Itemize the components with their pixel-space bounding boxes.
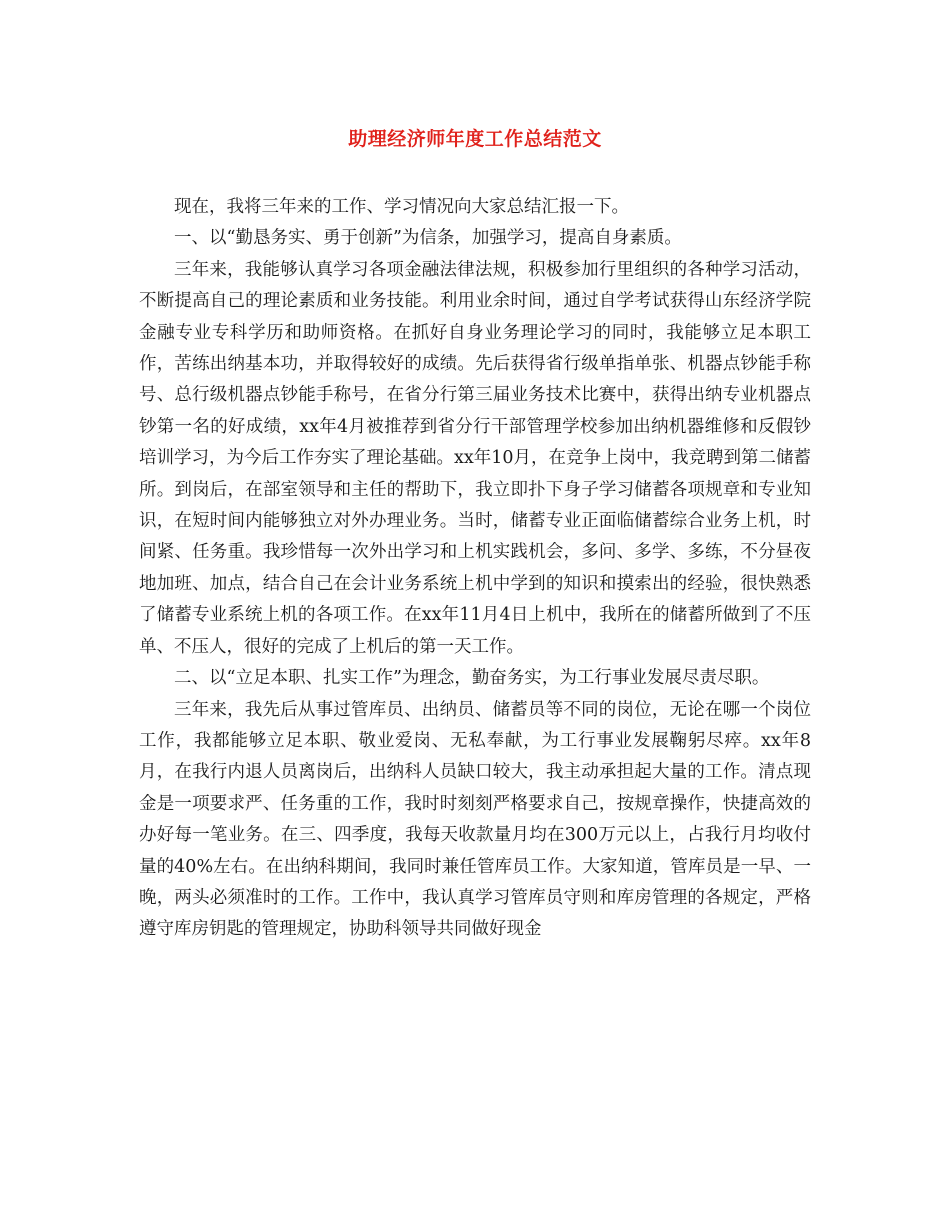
document-title: 助理经济师年度工作总结范文 [348, 128, 602, 150]
paragraph: 二、以“立足本职、扎实工作”为理念，勤奋务实，为工行事业发展尽责尽职。 [174, 668, 770, 689]
paragraph: 三年来，我先后从事过管库员、出纳员、储蓄员等不同的岗位，无论在哪一个岗位工作，我都能够立足本职、敬业爱岗、无私奉献，为工行事业发展鞠躬尽瘁。xx年8月，在我行内退人员离岗后，出纳科人员缺口较大，我主动承担起大量的工作。清点现金是一项要求严、任务重的工作，我时时刻刻严格要求自己，按规章操作，快捷高效的办好每一笔业务。在三、四季度，我每天收款量月均在300万元以上，占我行月均收付量的40%左右。在出纳科期间，我同时兼任管库员工作。大家知道，管库员是一早、一晚，两头必须准时的工作。工作中，我认真学习管库员守则和库房管理的各规定，严格遵守库房钥匙的管理规定，协助科领导共同做好现金 [139, 699, 811, 940]
paragraph: 现在，我将三年来的工作、学习情况向大家总结汇报一下。 [174, 197, 629, 217]
document-body [139, 192, 811, 946]
paragraph: 一、以“勤恳务实、勇于创新”为信条，加强学习，提高自身素质。 [174, 228, 682, 249]
paragraph: 三年来，我能够认真学习各项金融法律法规，积极参加行里组织的各种学习活动，不断提高自己的理论素质和业务技能。利用业余时间，通过自学考试获得山东经济学院金融专业专科学历和助师资格。在抓好自身业务理论学习的同时，我能够立足本职工作，苦练出纳基本功，并取得较好的成绩。先后获得省行级单指单张、机器点钞能手称号、总行级机器点钞能手称号，在省分行第三届业务技术比赛中，获得出纳专业机器点钞第一名的好成绩，xx年4月被推荐到省分行干部管理学校参加出纳机器维修和反假钞培训学习，为今后工作夯实了理论基础。xx年10月，在竞争上岗中，我竞聘到第二储蓄所。到岗后，在部室领导和主任的帮助下，我立即扑下身子学习储蓄各项规章和专业知识，在短时间内能够独立对外办理业务。当时，储蓄专业正面临储蓄综合业务上机，时间紧、任务重。我珍惜每一次外出学习和上机实践机会，多问、多学、多练，不分昼夜地加班、加点，结合自己在会计业务系统上机中学到的知识和摸索出的经验，很快熟悉了储蓄专业系统上机的各项工作。在xx年11月4日上机中，我所在的储蓄所做到了不压单、不压人，很好的完成了上机后的第一天工作。 [139, 259, 812, 657]
